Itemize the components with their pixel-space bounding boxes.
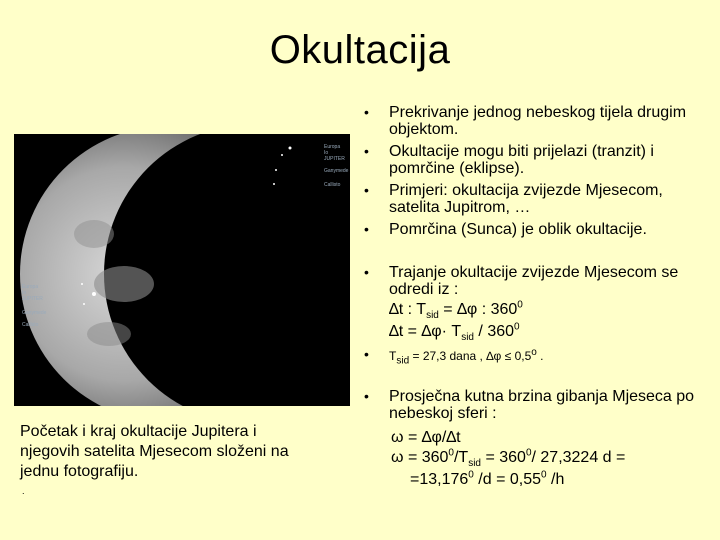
bullet-text: Pomrčina (Sunca) je oblik okultacije. [389, 221, 647, 238]
bullet-marker: • [364, 346, 369, 362]
photo-label-callisto-left: Callisto [22, 322, 39, 328]
photo-label-europa-left: Europa [22, 284, 39, 290]
photo-label-ganymede-left: Ganymede [22, 310, 47, 316]
formula-5: $=13,176^0$ $/d = 0,55^0$ /h [410, 469, 565, 488]
formula-4: $\omega = 360^0/T_{sid} = 360^0/$ 27,3224 d = [391, 447, 626, 470]
photo-label-jupiter-top: JUPITER [324, 156, 345, 162]
photo-caption: Početak i kraj okultacije Jupitera i njegovih satelita Mjesecom složeni na jednu fotografiju. [20, 423, 289, 480]
bullet-marker: • [364, 182, 369, 198]
moon-image [14, 134, 350, 406]
bullet-text: Trajanje okultacije zvijezde Mjesecom se odredi iz : [389, 264, 679, 298]
bullet-marker: • [364, 264, 369, 280]
occultation-photo [14, 134, 350, 406]
bullet-text: $T_{sid} = 27,3$ dana , $\Delta\varphi \le 0,5^o$ . [389, 347, 544, 367]
bullet-list [360, 0, 720, 540]
jupiter-dot-top [289, 147, 292, 150]
bullet-text: Primjeri: okultacija zvijezde Mjesecom, satelita Jupitrom, … [389, 182, 663, 216]
formula-3: ω = ∆φ/∆t [391, 429, 461, 446]
slide-title: Okultacija [269, 28, 451, 72]
photo-label-io-top: Io [324, 150, 329, 156]
caption-dot: . [22, 486, 25, 496]
photo-label-io-left: Io [22, 290, 27, 296]
bullet-marker: • [364, 143, 369, 159]
bullet-marker: • [364, 221, 369, 237]
formula-2: $\Delta t = \Delta\varphi\cdot T_{sid} / 360^0$ [389, 321, 520, 344]
bullet-text: Prekrivanje jednog nebeskog tijela drugim objektom. [389, 104, 687, 138]
photo-label-jupiter-left: JUPITER [22, 296, 43, 302]
formula-1: ∆t : $T_{sid} = \Delta\varphi$ : $360^0$ [389, 299, 523, 322]
photo-label-europa-top: Europa [324, 144, 341, 150]
bullet-text: Okultacije mogu biti prijelazi (tranzit) i pomrčine (eklipse). [389, 143, 654, 177]
jupiter-dot-left [92, 292, 96, 296]
photo-label-callisto-top: Callisto [324, 182, 341, 188]
bullet-text: Prosječna kutna brzina gibanja Mjeseca po nebeskoj sferi : [389, 388, 695, 422]
bullet-marker: • [364, 388, 369, 404]
photo-label-ganymede-top: Ganymede [324, 168, 349, 174]
bullet-marker: • [364, 104, 369, 120]
